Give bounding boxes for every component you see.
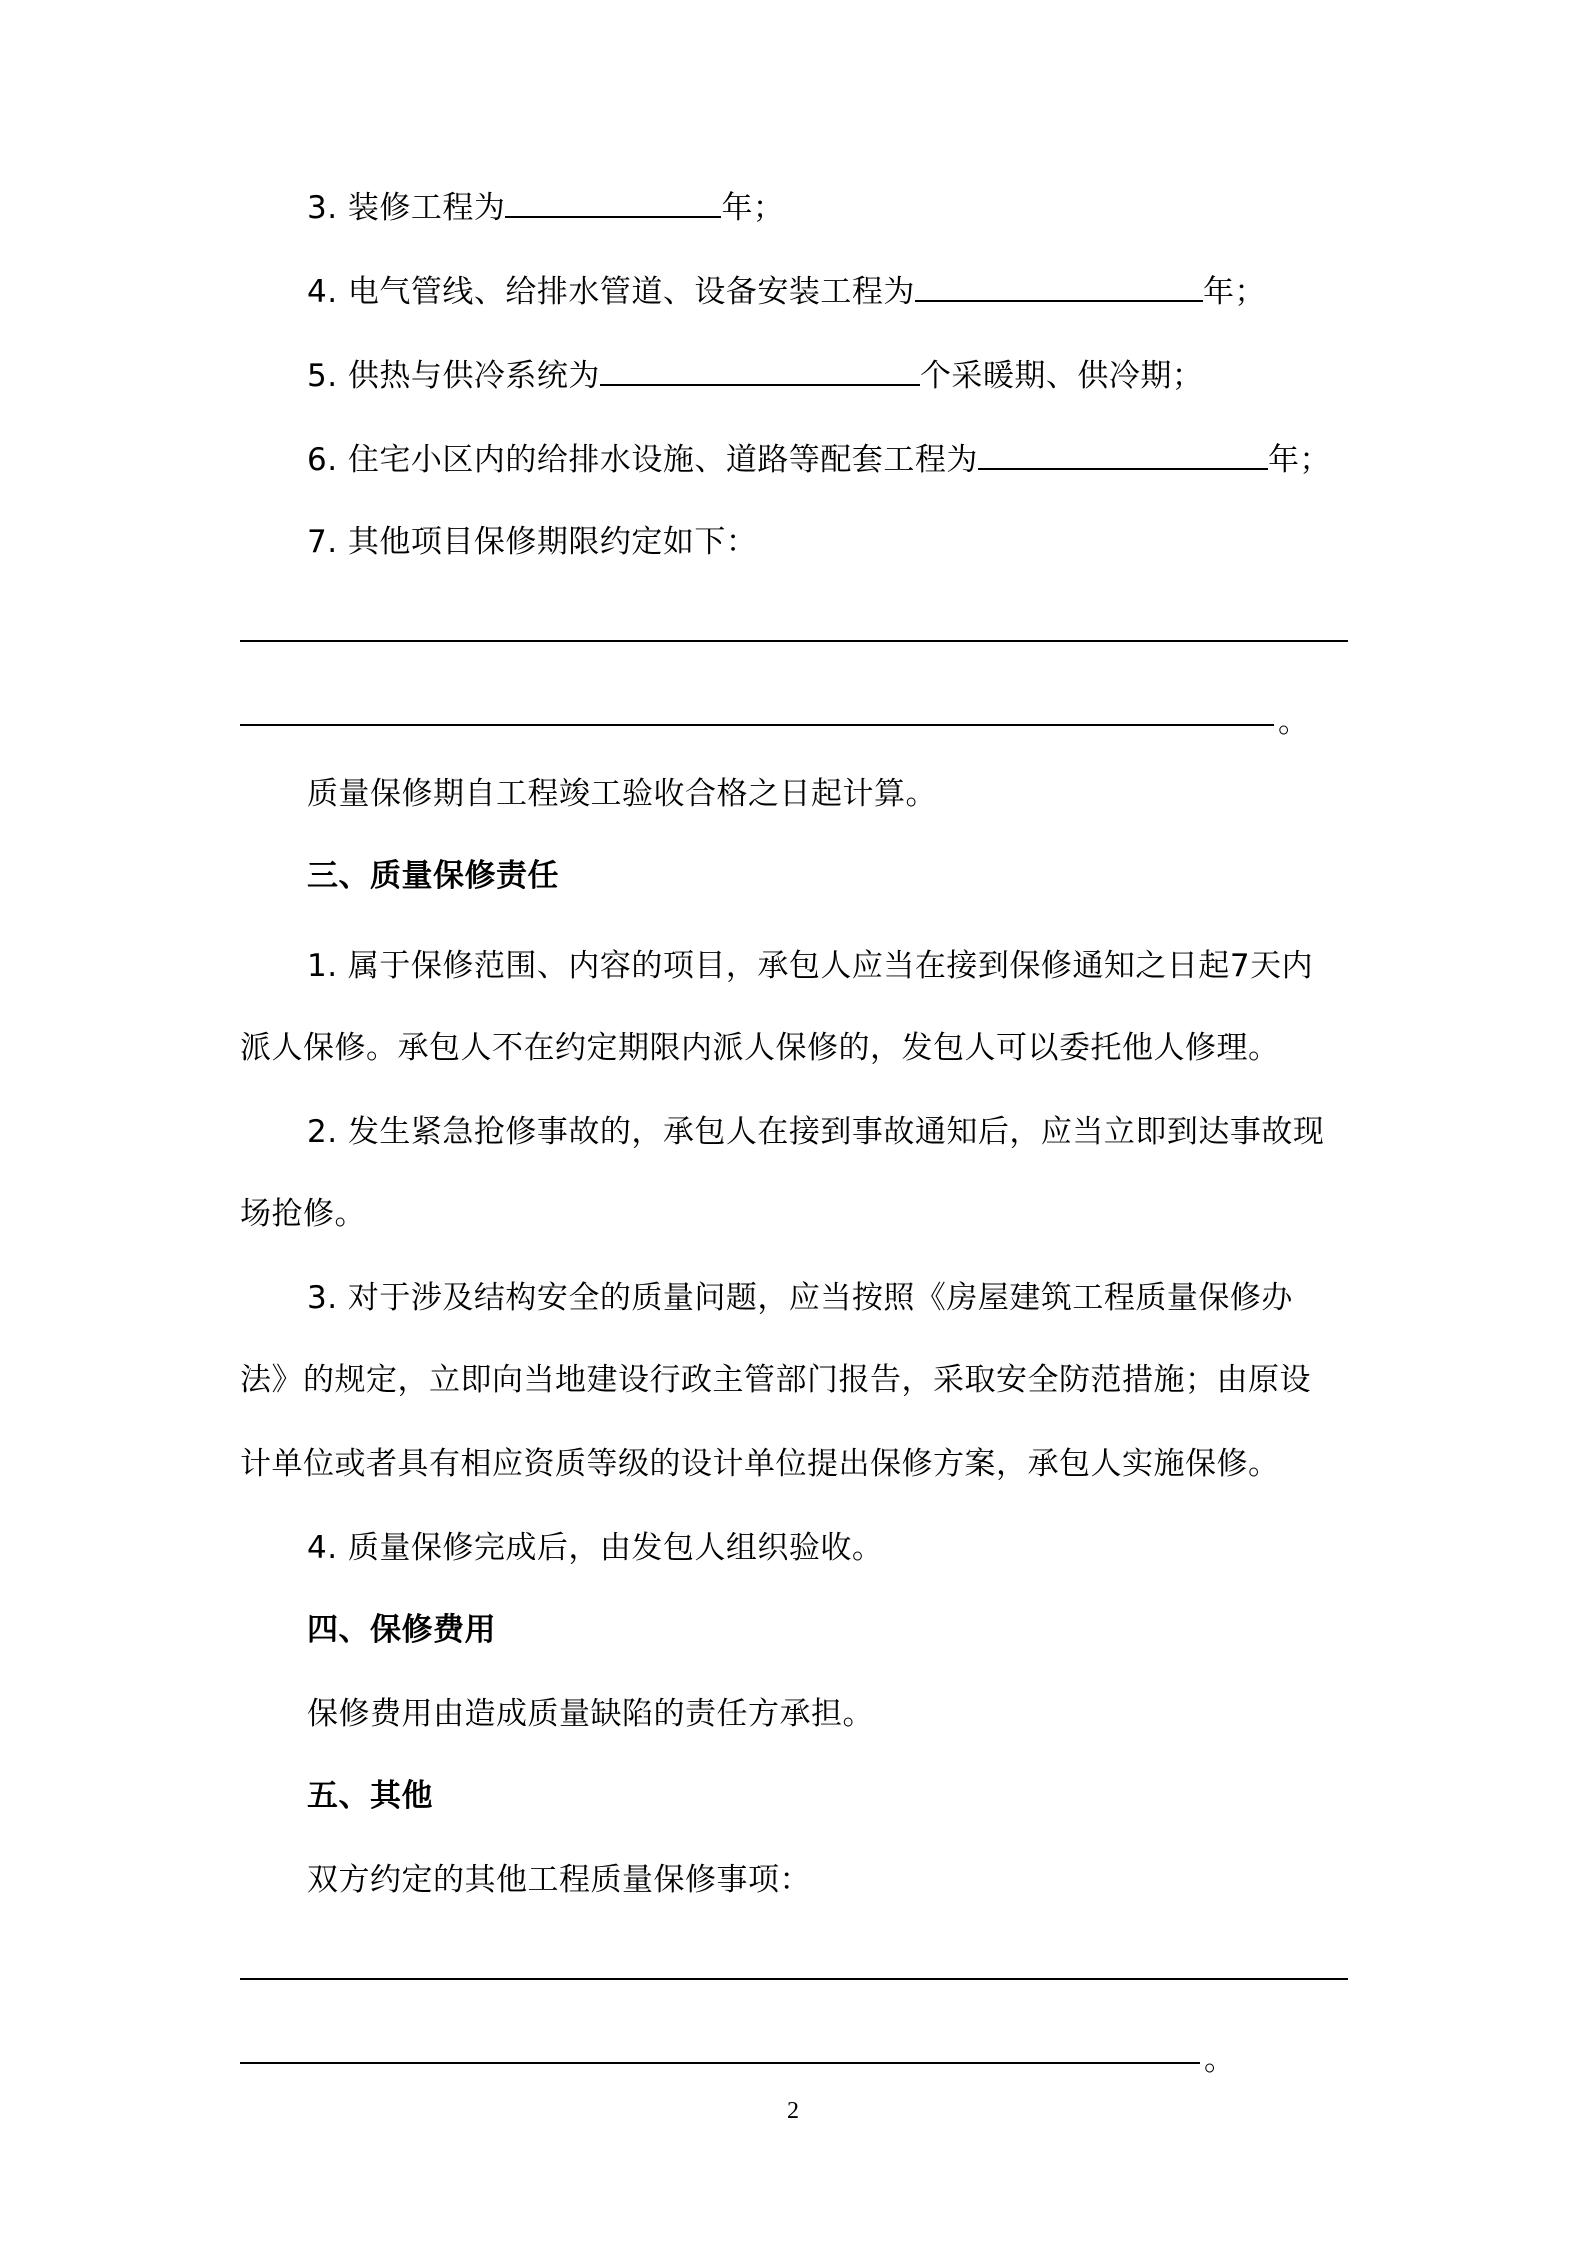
warranty-item-6: 6. 住宅小区内的给排水设施、道路等配套工程为 年； — [307, 442, 1331, 478]
warranty-item-3: 3. 装修工程为 年； — [307, 190, 785, 226]
section-heading-4: 四、保修费用 — [307, 1612, 496, 1648]
blank-field — [915, 274, 1203, 302]
blank-field — [978, 442, 1268, 470]
blank-field — [505, 190, 721, 218]
paragraph-2-line-1: 2. 发生紧急抢修事故的，承包人在接到事故通知后，应当立即到达事故现 — [307, 1114, 1325, 1150]
warranty-item-7: 7. 其他项目保修期限约定如下： — [307, 524, 758, 560]
paragraph-3-line-2: 法》的规定，立即向当地建设行政主管部门报告，采取安全防范措施；由原设 — [240, 1362, 1311, 1398]
warranty-item-5: 5. 供热与供冷系统为 个采暖期、供冷期； — [307, 358, 1204, 394]
paragraph-3-line-3: 计单位或者具有相应资质等级的设计单位提出保修方案，承包人实施保修。 — [240, 1446, 1280, 1482]
line-end-period: 。 — [1278, 704, 1310, 740]
paragraph-3-line-1: 3. 对于涉及结构安全的质量问题，应当按照《房屋建筑工程质量保修办 — [307, 1280, 1293, 1316]
blank-rule — [240, 1978, 1348, 1980]
blank-field — [600, 358, 920, 386]
paragraph-4: 4. 质量保修完成后，由发包人组织验收。 — [307, 1530, 884, 1566]
blank-rule — [240, 2062, 1200, 2064]
line-end-period: 。 — [1204, 2042, 1236, 2078]
page-number: 2 — [787, 2098, 799, 2124]
paragraph-1-line-2: 派人保修。承包人不在约定期限内派人保修的，发包人可以委托他人修理。 — [240, 1030, 1280, 1066]
paragraph-2-line-2: 场抢修。 — [240, 1196, 366, 1232]
paragraph-6: 双方约定的其他工程质量保修事项： — [307, 1862, 811, 1898]
blank-rule — [240, 724, 1274, 726]
section-heading-3: 三、质量保修责任 — [307, 858, 559, 894]
paragraph-1-line-1: 1. 属于保修范围、内容的项目，承包人应当在接到保修通知之日起7天内 — [307, 948, 1314, 984]
paragraph-5: 保修费用由造成质量缺陷的责任方承担。 — [307, 1696, 874, 1732]
warranty-item-4: 4. 电气管线、给排水管道、设备安装工程为 年； — [307, 274, 1266, 310]
warranty-start-text: 质量保修期自工程竣工验收合格之日起计算。 — [307, 776, 937, 812]
section-heading-5: 五、其他 — [307, 1778, 433, 1814]
blank-rule — [240, 640, 1348, 642]
